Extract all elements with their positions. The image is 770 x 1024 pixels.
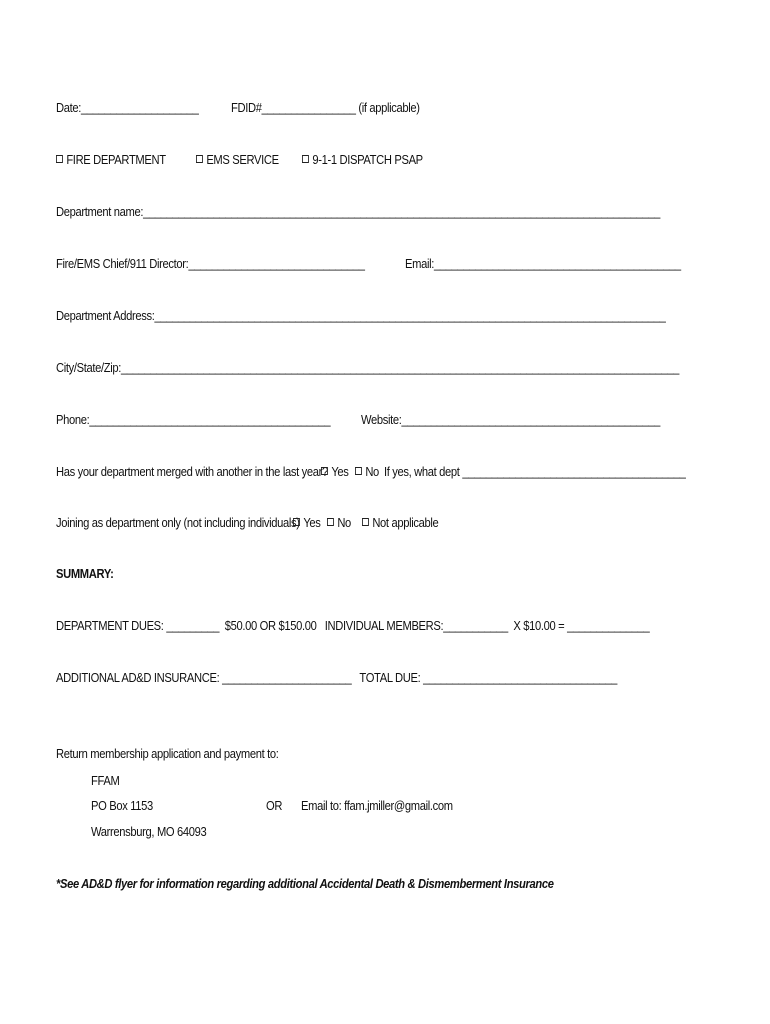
checkbox-icon[interactable] bbox=[362, 518, 369, 526]
website-field[interactable]: Website:____________________________________________ bbox=[361, 412, 660, 427]
checkbox-icon[interactable] bbox=[196, 155, 203, 163]
fdid-field[interactable]: FDID#________________ (if applicable) bbox=[231, 100, 420, 115]
joining-question: Joining as department only (not including individuals) bbox=[56, 515, 300, 530]
option-label: EMS SERVICE bbox=[206, 152, 279, 167]
merge-no-option[interactable] bbox=[355, 464, 379, 479]
city-state-zip-field[interactable]: City/State/Zip:_______________________________________________________________________________________________ bbox=[56, 360, 680, 375]
option-dispatch-psap[interactable] bbox=[302, 152, 423, 167]
department-dues-line[interactable]: DEPARTMENT DUES: _________ $50.00 OR $150.00 INDIVIDUAL MEMBERS:___________ X $10.00 = ______________ bbox=[56, 618, 650, 633]
joining-na-option[interactable] bbox=[362, 515, 438, 530]
option-ems-service[interactable] bbox=[196, 152, 279, 167]
checkbox-icon[interactable] bbox=[293, 518, 300, 526]
email-field[interactable]: Email:__________________________________________ bbox=[405, 256, 681, 271]
checkbox-icon[interactable] bbox=[56, 155, 63, 163]
merge-followup-field[interactable]: If yes, what dept ______________________________________ bbox=[384, 464, 686, 479]
joining-yes-option[interactable] bbox=[293, 515, 321, 530]
department-name-field[interactable]: Department name:________________________________________________________________________________________ bbox=[56, 204, 660, 219]
option-label: Yes bbox=[331, 464, 349, 479]
option-label: FIRE DEPARTMENT bbox=[66, 152, 166, 167]
option-label: 9-1-1 DISPATCH PSAP bbox=[312, 152, 423, 167]
option-label: No bbox=[337, 515, 351, 530]
merge-yes-option[interactable] bbox=[321, 464, 349, 479]
merge-question: Has your department merged with another in the last year? bbox=[56, 464, 328, 479]
department-address-field[interactable]: Department Address:_______________________________________________________________________________________ bbox=[56, 308, 666, 323]
return-po-box: PO Box 1153 bbox=[91, 798, 153, 813]
date-field[interactable]: Date:____________________ bbox=[56, 100, 199, 115]
return-city: Warrensburg, MO 64093 bbox=[91, 824, 207, 839]
option-fire-department[interactable] bbox=[56, 152, 166, 167]
option-label: No bbox=[365, 464, 379, 479]
summary-heading: SUMMARY: bbox=[56, 566, 114, 581]
joining-no-option[interactable] bbox=[327, 515, 351, 530]
checkbox-icon[interactable] bbox=[327, 518, 334, 526]
chief-field[interactable]: Fire/EMS Chief/911 Director:______________________________ bbox=[56, 256, 365, 271]
checkbox-icon[interactable] bbox=[302, 155, 309, 163]
phone-field[interactable]: Phone:_________________________________________ bbox=[56, 412, 331, 427]
option-label: Yes bbox=[303, 515, 321, 530]
return-org: FFAM bbox=[91, 773, 120, 788]
return-email: Email to: ffam.jmiller@gmail.com bbox=[301, 798, 453, 813]
return-or: OR bbox=[266, 798, 283, 813]
return-intro: Return membership application and payment to: bbox=[56, 746, 279, 761]
checkbox-icon[interactable] bbox=[321, 467, 328, 475]
checkbox-icon[interactable] bbox=[355, 467, 362, 475]
option-label: Not applicable bbox=[372, 515, 439, 530]
insurance-total-line[interactable]: ADDITIONAL AD&D INSURANCE: ______________________ TOTAL DUE: _________________________________ bbox=[56, 670, 617, 685]
footnote: *See AD&D flyer for information regarding additional Accidental Death & Dismemberment Insurance bbox=[56, 876, 554, 891]
